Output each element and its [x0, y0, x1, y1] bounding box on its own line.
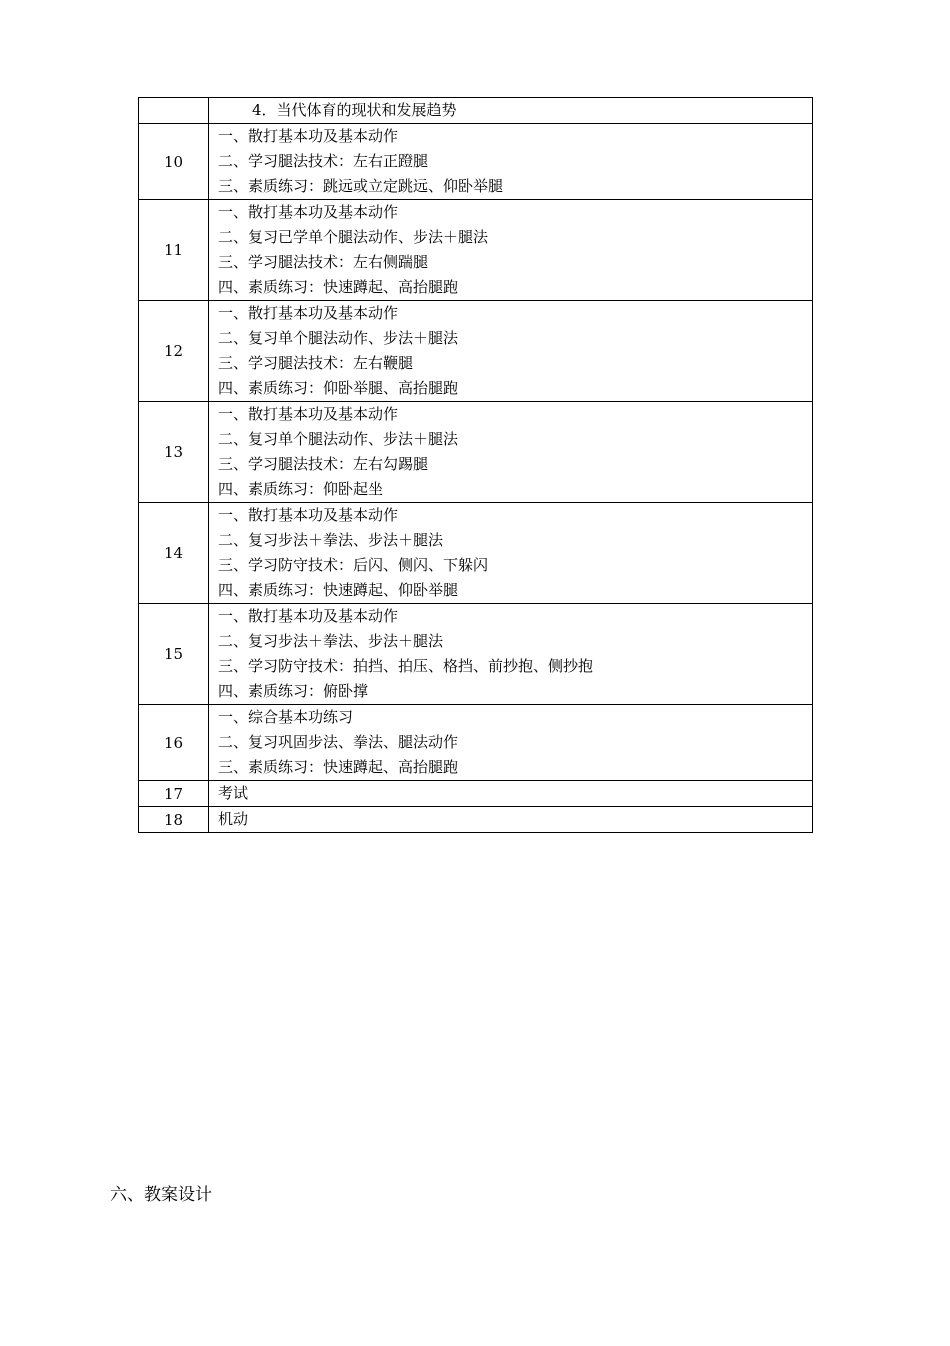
lesson-content-line: 一、散打基本功及基本动作 [218, 304, 399, 322]
week-number-cell: 17 [139, 781, 209, 807]
lesson-content-line: 一、散打基本功及基本动作 [218, 127, 399, 145]
lesson-content-cell [209, 200, 813, 301]
lesson-content-cell [209, 781, 813, 807]
lesson-content-line: 一、综合基本功练习 [218, 708, 354, 726]
schedule-row [139, 98, 813, 124]
lesson-content-line: 四、素质练习：俯卧撑 [218, 682, 369, 700]
schedule-row [139, 781, 813, 807]
lesson-content-cell [209, 301, 813, 402]
lesson-content-line: 二、复习已学单个腿法动作、步法＋腿法 [218, 228, 489, 246]
lesson-content-line: 二、复习巩固步法、拳法、腿法动作 [218, 733, 459, 751]
week-number-cell: 10 [139, 124, 209, 200]
lesson-content-line: 三、学习防守技术：后闪、侧闪、下躲闪 [218, 556, 489, 574]
schedule-row [139, 807, 813, 833]
lesson-content-cell [209, 604, 813, 705]
lesson-content-cell [209, 503, 813, 604]
lesson-content-line: 四、素质练习：仰卧起坐 [218, 480, 384, 498]
week-number-cell: 13 [139, 402, 209, 503]
lesson-content-line: 四、素质练习：快速蹲起、高抬腿跑 [218, 278, 459, 296]
lesson-content-line: 二、复习步法＋拳法、步法＋腿法 [218, 531, 444, 549]
schedule-row [139, 604, 813, 705]
lesson-content-line: 三、学习腿法技术：左右鞭腿 [218, 354, 414, 372]
schedule-table-body [139, 98, 813, 833]
lesson-content-line: 三、素质练习：跳远或立定跳远、仰卧举腿 [218, 177, 504, 195]
week-number-cell [139, 98, 209, 124]
lesson-content-line: 三、素质练习：快速蹲起、高抬腿跑 [218, 758, 459, 776]
week-number-cell: 16 [139, 705, 209, 781]
lesson-content-line: 一、散打基本功及基本动作 [218, 607, 399, 625]
schedule-row [139, 124, 813, 200]
lesson-content-line: 二、学习腿法技术：左右正蹬腿 [218, 152, 429, 170]
teaching-schedule-table [138, 97, 813, 833]
schedule-row [139, 503, 813, 604]
section-heading-lesson-plan-design: 六、教案设计 [110, 1185, 212, 1205]
lesson-content-line: 四、素质练习：仰卧举腿、高抬腿跑 [218, 379, 459, 397]
week-number-cell: 14 [139, 503, 209, 604]
lesson-content-line: 三、学习腿法技术：左右勾踢腿 [218, 455, 429, 473]
week-number-cell: 12 [139, 301, 209, 402]
lesson-content-line: 一、散打基本功及基本动作 [218, 203, 399, 221]
lesson-content-line: 机动 [218, 810, 249, 828]
lesson-content-line: 4．当代体育的现状和发展趋势 [252, 101, 457, 119]
schedule-row [139, 402, 813, 503]
lesson-content-cell [209, 402, 813, 503]
schedule-row [139, 301, 813, 402]
lesson-content-line: 一、散打基本功及基本动作 [218, 405, 399, 423]
schedule-row [139, 705, 813, 781]
lesson-content-cell [209, 124, 813, 200]
lesson-content-cell [209, 807, 813, 833]
week-number-cell: 18 [139, 807, 209, 833]
lesson-content-line: 二、复习单个腿法动作、步法＋腿法 [218, 430, 459, 448]
lesson-content-line: 考试 [218, 784, 249, 802]
lesson-content-line: 二、复习单个腿法动作、步法＋腿法 [218, 329, 459, 347]
lesson-content-line: 一、散打基本功及基本动作 [218, 506, 399, 524]
week-number-cell: 11 [139, 200, 209, 301]
lesson-content-line: 二、复习步法＋拳法、步法＋腿法 [218, 632, 444, 650]
lesson-content-cell [209, 705, 813, 781]
lesson-content-line: 三、学习防守技术：拍挡、拍压、格挡、前抄抱、侧抄抱 [218, 657, 594, 675]
week-number-cell: 15 [139, 604, 209, 705]
lesson-content-line: 三、学习腿法技术：左右侧踹腿 [218, 253, 429, 271]
lesson-content-cell [209, 98, 813, 124]
lesson-content-line: 四、素质练习：快速蹲起、仰卧举腿 [218, 581, 459, 599]
schedule-row [139, 200, 813, 301]
